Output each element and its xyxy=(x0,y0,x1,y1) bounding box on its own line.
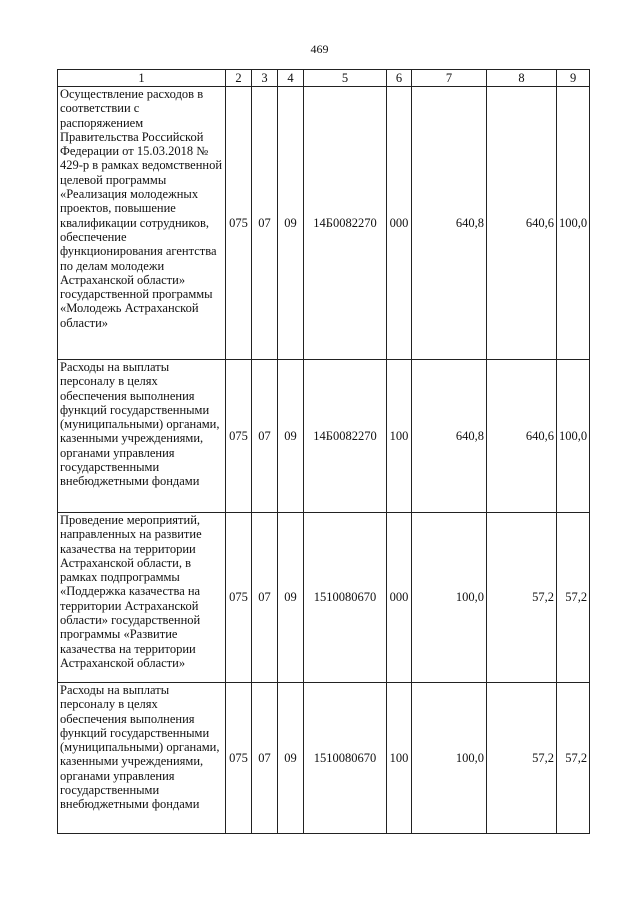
target-article-code: 14Б0082270 xyxy=(304,360,387,513)
expense-type-code: 000 xyxy=(387,87,412,360)
row-description: Расходы на выплаты персоналу в целях обеспечения выполнения функций государственными (муниципальными) органами, казенными учреждениями, органами управления государственными внебюджетными фондами xyxy=(58,360,226,513)
header-cell-5: 5 xyxy=(304,70,387,87)
execution-percent: 57,2 xyxy=(557,513,590,683)
table-row xyxy=(58,360,590,513)
subsection-code: 09 xyxy=(278,87,304,360)
section-code: 07 xyxy=(252,513,278,683)
table-row xyxy=(58,683,590,834)
row-description: Осуществление расходов в соответствии с распоряжением Правительства Российской Федерации от 15.03.2018 № 429-р в рамках ведомственной целевой программы «Реализация молодежных проектов, повышение квалификации сотрудников, обеспечение функционирования агентства по делам молодежи Астраханской области» государственной программы «Молодежь Астраханской области» xyxy=(58,87,226,360)
budget-table xyxy=(57,69,590,834)
actual-amount: 640,6 xyxy=(487,360,557,513)
actual-amount: 57,2 xyxy=(487,513,557,683)
expense-type-code: 100 xyxy=(387,360,412,513)
execution-percent: 100,0 xyxy=(557,87,590,360)
header-cell-2: 2 xyxy=(226,70,252,87)
subsection-code: 09 xyxy=(278,683,304,834)
planned-amount: 640,8 xyxy=(412,360,487,513)
header-cell-9: 9 xyxy=(557,70,590,87)
expense-type-code: 100 xyxy=(387,683,412,834)
ministry-code: 075 xyxy=(226,513,252,683)
ministry-code: 075 xyxy=(226,683,252,834)
subsection-code: 09 xyxy=(278,513,304,683)
header-cell-7: 7 xyxy=(412,70,487,87)
header-cell-3: 3 xyxy=(252,70,278,87)
actual-amount: 640,6 xyxy=(487,87,557,360)
header-cell-4: 4 xyxy=(278,70,304,87)
header-cell-8: 8 xyxy=(487,70,557,87)
header-cell-1: 1 xyxy=(58,70,226,87)
actual-amount: 57,2 xyxy=(487,683,557,834)
planned-amount: 100,0 xyxy=(412,683,487,834)
header-row xyxy=(58,70,590,87)
ministry-code: 075 xyxy=(226,360,252,513)
expense-type-code: 000 xyxy=(387,513,412,683)
target-article-code: 1510080670 xyxy=(304,683,387,834)
row-description: Проведение мероприятий, направленных на развитие казачества на территории Астраханской области, в рамках подпрограммы «Поддержка казачества на территории Астраханской области» государственной программы «Развитие казачества на территории Астраханской области» xyxy=(58,513,226,683)
page-number: 469 xyxy=(310,42,329,56)
execution-percent: 57,2 xyxy=(557,683,590,834)
row-description: Расходы на выплаты персоналу в целях обеспечения выполнения функций государственными (муниципальными) органами, казенными учреждениями, органами управления государственными внебюджетными фондами xyxy=(58,683,226,834)
execution-percent: 100,0 xyxy=(557,360,590,513)
section-code: 07 xyxy=(252,360,278,513)
target-article-code: 14Б0082270 xyxy=(304,87,387,360)
planned-amount: 640,8 xyxy=(412,87,487,360)
subsection-code: 09 xyxy=(278,360,304,513)
section-code: 07 xyxy=(252,683,278,834)
table-row xyxy=(58,87,590,360)
ministry-code: 075 xyxy=(226,87,252,360)
target-article-code: 1510080670 xyxy=(304,513,387,683)
planned-amount: 100,0 xyxy=(412,513,487,683)
header-cell-6: 6 xyxy=(387,70,412,87)
table-row xyxy=(58,513,590,683)
section-code: 07 xyxy=(252,87,278,360)
